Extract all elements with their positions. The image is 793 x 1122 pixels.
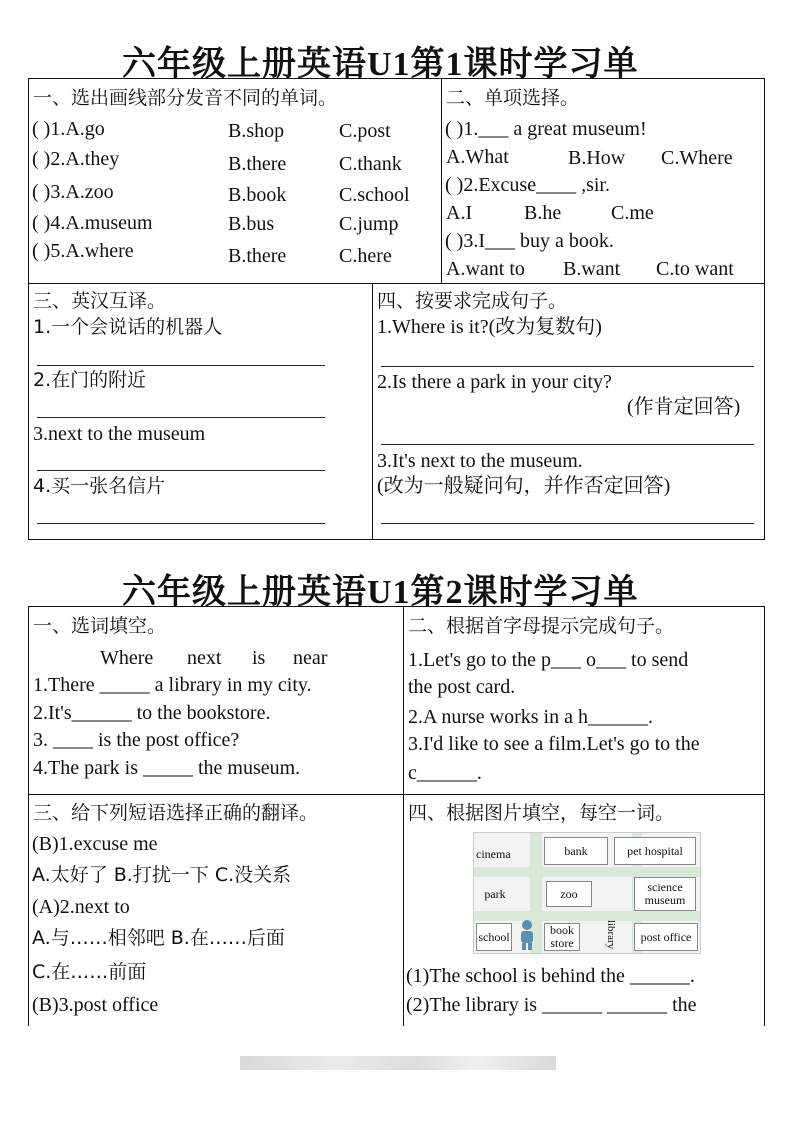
s4-heading: 四、按要求完成句子。 <box>377 290 568 312</box>
town-map <box>473 832 701 954</box>
s2-2-item-3-cont: c______. <box>408 762 482 784</box>
s2-q2-opt-b: B.he <box>524 202 562 224</box>
s2-q3-opt-c: C.to want <box>656 258 734 280</box>
sheet1-title: 六年级上册英语U1第1课时学习单 <box>122 46 639 83</box>
map-zoo: zoo <box>546 881 592 907</box>
map-post-office: post office <box>634 923 698 951</box>
s2-3-q3: (B)3.post office <box>32 994 159 1016</box>
s3-answer-line-2 <box>37 417 325 418</box>
s2-2-heading: 二、根据首字母提示完成句子。 <box>408 615 675 637</box>
s2-q2-opt-a: A.I <box>446 202 473 224</box>
s4-answer-line-1 <box>381 366 754 367</box>
s1-q5-a: ( )5.A.where <box>32 240 134 262</box>
s4-answer-line-2 <box>381 444 754 445</box>
s2-4-q2: (2)The library is ______ ______ the <box>406 994 697 1016</box>
blurred-watermark <box>240 1056 556 1070</box>
s3-answer-line-4 <box>37 523 325 524</box>
map-science-museum: science museum <box>634 877 696 911</box>
map-cinema: cinema <box>476 847 511 861</box>
s1-q4-c: C.jump <box>339 213 399 235</box>
s1-heading: 一、选出画线部分发音不同的单词。 <box>33 87 338 109</box>
s4-q1: 1.Where is it?(改为复数句) <box>377 316 602 338</box>
s2-1-item-2: 2.It's______ to the bookstore. <box>33 702 271 724</box>
s4-q3-note: (改为一般疑问句，并作否定回答) <box>377 475 671 497</box>
s1-q3-c: C.school <box>339 184 410 206</box>
s1-q1-b: B.shop <box>228 120 285 142</box>
s1-q3-a: ( )3.A.zoo <box>32 181 114 203</box>
s2-q2: ( )2.Excuse____ ,sir. <box>445 174 610 196</box>
s4-q3: 3.It's next to the museum. <box>377 450 583 472</box>
s1-q1-c: C.post <box>339 120 391 142</box>
s1-q5-c: C.here <box>339 245 392 267</box>
person-icon <box>516 919 538 951</box>
sheet2-title: 六年级上册英语U1第2课时学习单 <box>122 574 639 611</box>
s2-q1-opt-a: A.What <box>446 146 509 168</box>
map-bookstore: book store <box>544 923 580 951</box>
s2-4-heading: 四、根据图片填空，每空一词。 <box>408 802 675 824</box>
sheet1-divider-bottom <box>372 283 373 540</box>
s2-1-item-3: 3. ____ is the post office? <box>33 729 240 751</box>
word-bank-4: near <box>293 647 328 669</box>
s3-item-4: 4.买一张名信片 <box>33 475 166 497</box>
s2-2-item-1-cont: the post card. <box>408 676 516 698</box>
s2-q1: ( )1.___ a great museum! <box>445 118 647 140</box>
s2-q3: ( )3.I___ buy a book. <box>445 230 614 252</box>
s3-answer-line-3 <box>37 470 325 471</box>
page-cutoff <box>0 1026 793 1122</box>
s2-3-q1-options: A.太好了 B.打扰一下 C.没关系 <box>32 864 292 886</box>
map-pet-hospital: pet hospital <box>614 837 696 865</box>
map-park: park <box>484 886 506 901</box>
s3-item-1: 1.一个会说话的机器人 <box>33 316 223 338</box>
map-library: library <box>605 919 618 949</box>
s4-answer-line-3 <box>381 523 754 524</box>
s2-3-q2-option-c: C.在……前面 <box>32 961 147 983</box>
s2-3-q2: (A)2.next to <box>32 896 130 918</box>
s2-heading: 二、单项选择。 <box>446 87 580 109</box>
map-school: school <box>476 923 512 951</box>
s2-3-q1: (B)1.excuse me <box>32 833 158 855</box>
s3-item-3: 3.next to the museum <box>33 423 206 445</box>
s2-1-heading: 一、选词填空。 <box>33 615 167 637</box>
s2-q2-opt-c: C.me <box>611 202 654 224</box>
s1-q3-b: B.book <box>228 184 287 206</box>
s2-q3-opt-b: B.want <box>563 258 621 280</box>
s4-q2: 2.Is there a park in your city? <box>377 371 612 393</box>
s1-q5-b: B.there <box>228 245 287 267</box>
s1-q4-b: B.bus <box>228 213 275 235</box>
s1-q2-a: ( )2.A.they <box>32 148 120 170</box>
s2-q1-opt-b: B.How <box>568 147 626 169</box>
map-bank: bank <box>544 837 608 865</box>
s1-q2-c: C.thank <box>339 153 402 175</box>
s4-q2-note: (作肯定回答) <box>627 396 741 418</box>
s3-answer-line-1 <box>37 365 325 366</box>
s1-q4-a: ( )4.A.museum <box>32 212 153 234</box>
s2-q1-opt-c: C.Where <box>661 147 733 169</box>
s2-1-item-1: 1.There _____ a library in my city. <box>33 674 312 696</box>
s2-q3-opt-a: A.want to <box>446 258 525 280</box>
s2-2-item-3: 3.I'd like to see a film.Let's go to the <box>408 733 700 755</box>
sheet2-divider-vertical <box>403 606 404 1028</box>
s2-4-q1: (1)The school is behind the ______. <box>406 965 695 987</box>
s2-2-item-1: 1.Let's go to the p___ o___ to send <box>408 649 689 671</box>
s3-item-2: 2.在门的附近 <box>33 369 147 391</box>
s1-q1-a: ( )1.A.go <box>32 118 105 140</box>
s2-2-item-2: 2.A nurse works in a h______. <box>408 706 653 728</box>
s2-3-q2-options: A.与……相邻吧 B.在……后面 <box>32 927 285 949</box>
s2-3-heading: 三、给下列短语选择正确的翻译。 <box>33 802 319 824</box>
s1-q2-b: B.there <box>228 153 287 175</box>
word-bank-3: is <box>252 647 266 669</box>
sheet1-divider-mid <box>28 283 765 284</box>
s2-1-item-4: 4.The park is _____ the museum. <box>33 757 301 779</box>
sheet1-divider-top <box>441 78 442 284</box>
word-bank-1: Where <box>100 647 154 669</box>
word-bank-2: next <box>187 647 222 669</box>
sheet2-divider-mid <box>28 794 765 795</box>
s3-heading: 三、英汉互译。 <box>33 290 167 312</box>
